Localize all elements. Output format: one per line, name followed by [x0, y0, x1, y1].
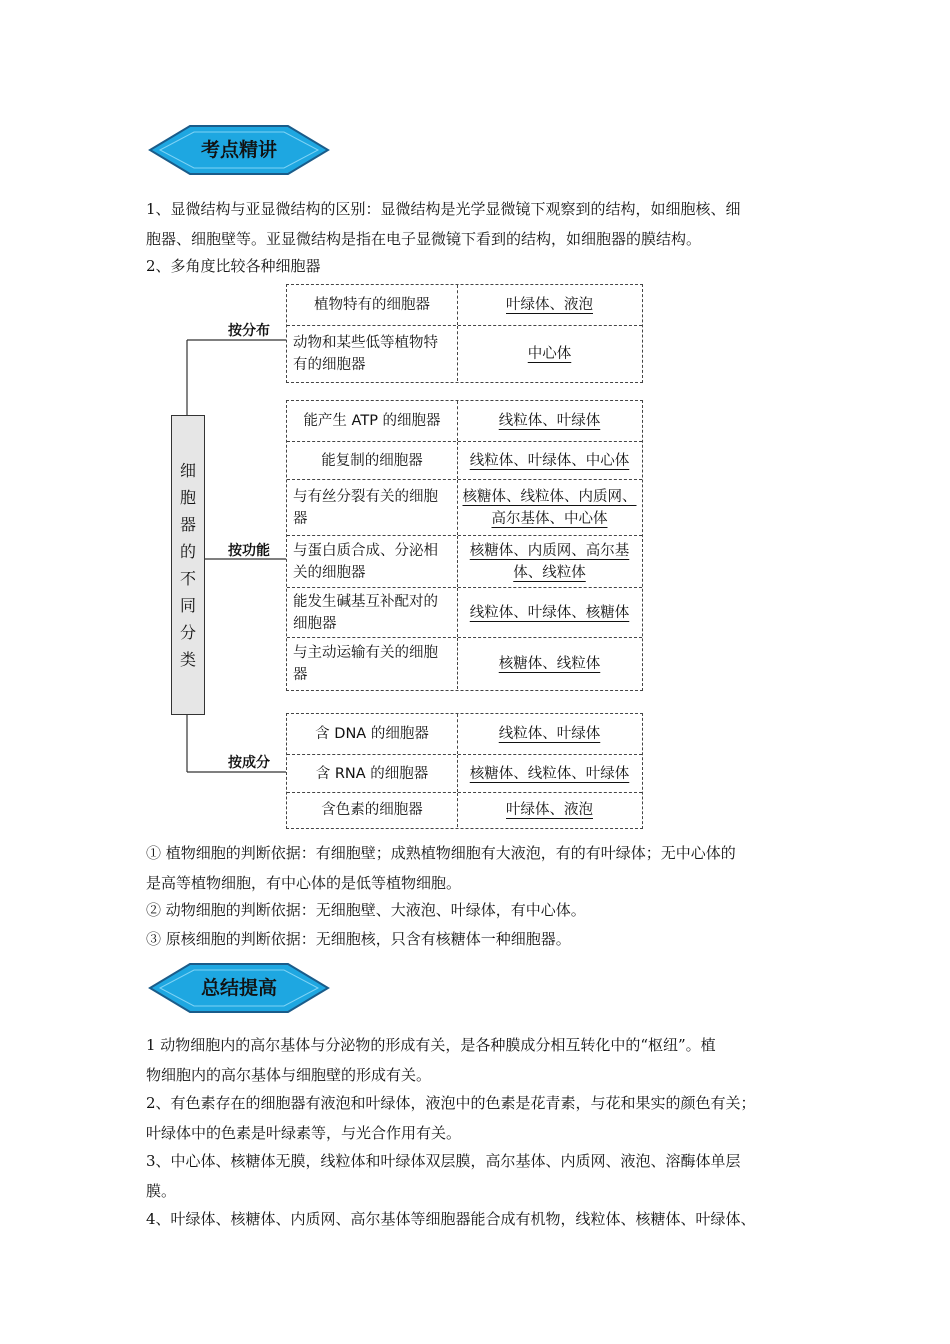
row-category: 能发生碱基互补配对的细胞器: [293, 593, 438, 632]
row-category: 能产生 ATP 的细胞器: [303, 413, 441, 429]
table-row: [287, 325, 642, 381]
summary-line: 叶绿体中的色素是叶绿素等，与光合作用有关。: [146, 1124, 462, 1142]
summary-line: 3、中心体、核糖体无膜，线粒体和叶绿体双层膜，高尔基体、内质网、液泡、溶酶体单层: [146, 1152, 741, 1170]
summary-1: [146, 1030, 826, 1090]
table-row: [287, 714, 642, 754]
root-char: 同: [179, 596, 196, 615]
row-category: 与有丝分裂有关的细胞器: [293, 488, 438, 527]
summary-line: 1 动物细胞内的高尔基体与分泌物的形成有关，是各种膜成分相互转化中的“枢纽”。植: [146, 1036, 716, 1054]
summary-line: 物细胞内的高尔基体与细胞壁的形成有关。: [146, 1066, 432, 1084]
table-row: [287, 535, 642, 587]
criteria-animal: ② 动物细胞的判断依据：无细胞壁、大液泡、叶绿体，有中心体。: [146, 901, 586, 919]
summary-line: 2、有色素存在的细胞器有液泡和叶绿体，液泡中的色素是花青素，与花和果实的颜色有关；: [146, 1094, 756, 1112]
branch-label-function: 按功能: [228, 543, 270, 559]
row-organelles: 核糖体、线粒体: [457, 638, 641, 689]
row-organelles: 线粒体、叶绿体: [457, 714, 641, 754]
row-organelles: 核糖体、内质网、高尔基体、线粒体: [457, 536, 641, 587]
table-row: [287, 587, 642, 637]
row-organelles: 线粒体、叶绿体、中心体: [457, 442, 641, 479]
row-category: 与主动运输有关的细胞器: [293, 644, 438, 683]
summary-line: 膜。: [146, 1182, 177, 1200]
table-row: [287, 754, 642, 792]
intro-line: 1、显微结构与亚显微结构的区别：显微结构是光学显微镜下观察到的结构，如细胞核、细: [146, 200, 741, 218]
row-category: 与蛋白质合成、分泌相关的细胞器: [293, 542, 438, 581]
summary-2: [146, 1088, 826, 1148]
criteria-line: ① 植物细胞的判断依据：有细胞壁；成熟植物细胞有大液泡，有的有叶绿体；无中心体的: [146, 844, 736, 862]
root-char: 器: [179, 515, 196, 534]
row-category: 含 RNA 的细胞器: [315, 765, 429, 782]
row-organelles: 核糖体、线粒体、叶绿体: [457, 755, 641, 792]
table-row: [287, 401, 642, 441]
criteria-line: 是高等植物细胞，有中心体的是低等植物细胞。: [146, 874, 462, 892]
table-row: [287, 285, 642, 325]
table-row: [287, 479, 642, 535]
row-category: 含 DNA 的细胞器: [315, 726, 429, 742]
criteria-prokaryote: ③ 原核细胞的判断依据：无细胞核，只含有核糖体一种细胞器。: [146, 930, 571, 948]
group-composition: [286, 713, 643, 829]
row-category: 含色素的细胞器: [321, 802, 423, 818]
branch-label-composition: 按成分: [228, 755, 270, 771]
row-category: 能复制的细胞器: [321, 452, 423, 469]
summary-4: 4、叶绿体、核糖体、内质网、高尔基体等细胞器能合成有机物，线粒体、核糖体、叶绿体、: [146, 1210, 756, 1228]
group-function: [286, 400, 643, 691]
root-char: 细: [179, 461, 196, 480]
row-organelles: 线粒体、叶绿体: [457, 401, 641, 441]
group-distribution: [286, 284, 643, 383]
root-category-box: [171, 415, 205, 715]
section-title: 总结提高: [200, 977, 277, 999]
branch-label-distribution: 按分布: [228, 323, 270, 339]
intro-paragraph-2: 2、多角度比较各种细胞器: [146, 257, 321, 275]
criteria-plant: [146, 838, 826, 898]
root-char: 不: [179, 569, 196, 588]
summary-3: [146, 1146, 826, 1206]
row-organelles: 中心体: [457, 326, 641, 381]
row-category: 植物特有的细胞器: [314, 297, 430, 313]
root-char: 类: [179, 650, 196, 669]
intro-line: 胞器、细胞壁等。亚显微结构是指在电子显微镜下看到的结构，如细胞器的膜结构。: [146, 230, 702, 248]
table-row: [287, 637, 642, 689]
root-char: 的: [179, 542, 196, 561]
row-organelles: 叶绿体、液泡: [457, 793, 641, 827]
table-row: [287, 792, 642, 827]
section-banner-zongjie: [146, 960, 332, 1016]
row-organelles: 核糖体、线粒体、内质网、高尔基体、中心体: [457, 480, 641, 535]
row-category: 动物和某些低等植物特有的细胞器: [293, 334, 438, 373]
root-char: 分: [179, 623, 196, 642]
root-char: 胞: [179, 488, 196, 507]
section-title: 考点精讲: [200, 139, 277, 161]
row-organelles: 线粒体、叶绿体、核糖体: [457, 588, 641, 637]
table-row: [287, 441, 642, 479]
row-organelles: 叶绿体、液泡: [457, 285, 641, 325]
